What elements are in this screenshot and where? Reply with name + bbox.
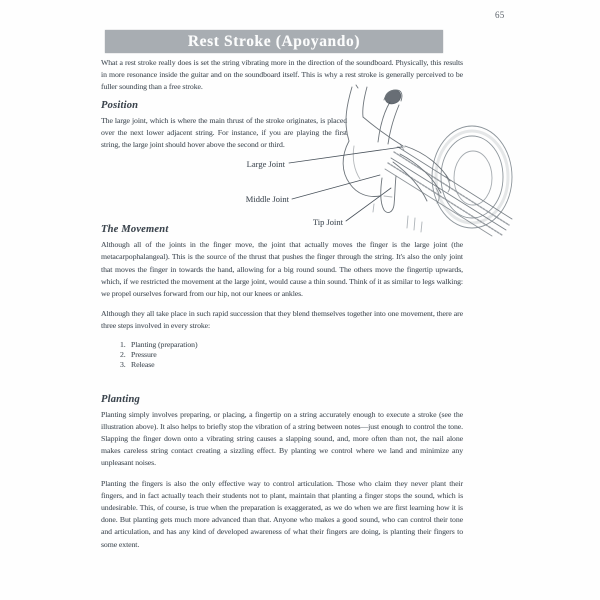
step-label: Planting (preparation) [131,339,198,349]
step-item-release [120,360,463,370]
step-label: Pressure [131,349,157,359]
planting-paragraph-1: Planting simply involves preparing, or placing, a fingertip on a string accurately enough to execute a stroke (see the illustration above). It also helps to briefly stop the vibration of a string between notes—just enough to control the tone. Slapping the finger down onto a vibrating string causes a slapping sound, and, more often than not, the nail alone makes careless string contact creating a sizzling effect. By planting we control where we land and minimize any unpleasant noises. [101,409,463,468]
movement-paragraph-2: Although they all take place in such rapid succession that they blend themselves together into one movement, there are three steps involved in every stroke: [101,309,463,331]
chapter-title: Rest Stroke (Apoyando) [187,32,361,50]
chapter-banner [105,30,443,53]
label-large-joint: Large Joint [246,159,285,169]
step-number: 3. [120,359,126,369]
position-heading: Position [101,99,139,111]
wrist-outline [346,85,367,141]
pointer-line-tip-joint [346,188,391,221]
step-label: Release [131,359,155,369]
soundhole-rosette [432,126,512,228]
label-tip-joint: Tip Joint [312,217,343,227]
stroke-steps-list [120,340,463,370]
position-paragraph: The large joint, which is where the main thrust of the stroke originates, is placed over the next lower adjacent string. For instance, if you are playing the first string, the large joint should hover above the second or third. [101,115,347,150]
label-middle-joint: Middle Joint [245,194,289,204]
page-number: 65 [495,10,505,20]
movement-heading: The Movement [101,224,169,236]
planting-heading: Planting [101,393,140,405]
shading-hatches [373,204,422,232]
planting-paragraph-2: Planting the fingers is also the only effective way to control articulation. Those who claim they never plant their fingers, and in fact actually teach their students not to plant, maintain that planting a finger stops the sound, which is undesirable. This, of course, is true when the preparation is exaggerated, as we do when we are first learning how it is done. But planting gets much more advanced than that. Anyone who makes a good sound, who can control their tone and articulation, and has any kind of developed awareness of what their fingers are doing, is planting their fingers to some extent. [101,478,463,549]
step-item-planting [120,340,463,350]
step-item-pressure [120,350,463,360]
thumb [378,88,403,144]
hand-outline [343,117,403,197]
step-number: 1. [120,339,126,349]
step-number: 2. [120,349,126,359]
movement-paragraph-1: Although all of the joints in the finger move, the joint that actually moves the finger is the large joint (the metacarpophalangeal). This is the source of the thrust that pushes the finger through the string. It's also the only joint that moves the finger in towards the hand, allowing for a big round sound. The others move the fingertip upwards, which, if we restricted the movement at the large joint, would cause a thin sound. Think of it as similar to legs walking: we propel ourselves forward from our hip, not our knees or ankles. [101,240,463,299]
intro-paragraph: What a rest stroke really does is set the string vibrating more in the direction of the soundboard. Physically, this results in more resonance inside the guitar and on the soundboard itself. This is why a rest stroke is generally perceived to be fuller sounding than a free stroke. [101,58,463,92]
pointer-lines [289,144,405,221]
